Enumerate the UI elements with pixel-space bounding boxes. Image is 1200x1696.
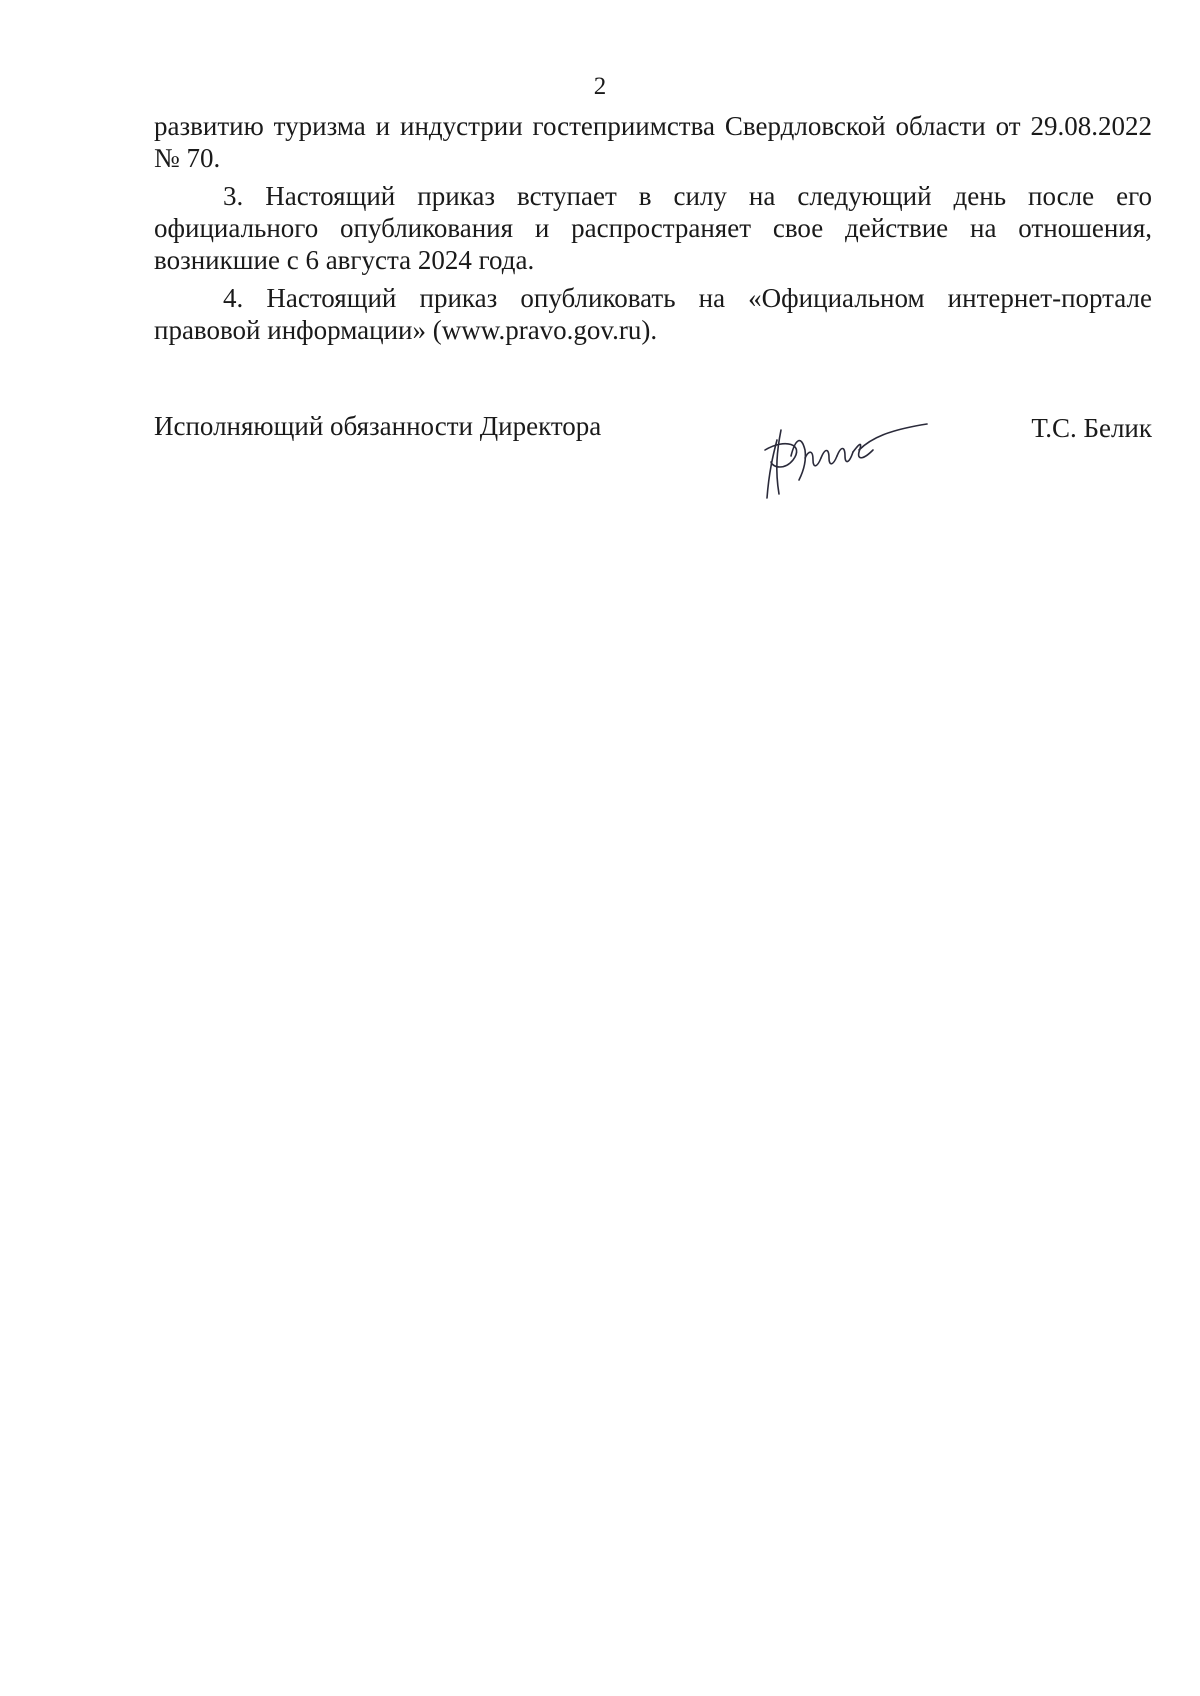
paragraph-continuation: развитию туризма и индустрии гостеприимства Свердловской области от 29.08.2022 № 70. [154,111,1152,173]
document-body [154,110,1152,352]
paragraph-item-3: 3. Настоящий приказ вступает в силу на следующий день после его официального опубликования и распространяет свое действие на отношения, возникшие с 6 августа 2024 года. [154,181,1152,275]
handwritten-signature [755,410,935,510]
signatory-title: Исполняющий обязанности Директора [154,411,602,441]
signatory-name: Т.С. Белик [1031,413,1152,443]
paragraph-item-4: 4. Настоящий приказ опубликовать на «Официальном интернет-портале правовой информации» (www.pravo.gov.ru). [154,283,1152,345]
page-number: 2 [593,73,607,100]
